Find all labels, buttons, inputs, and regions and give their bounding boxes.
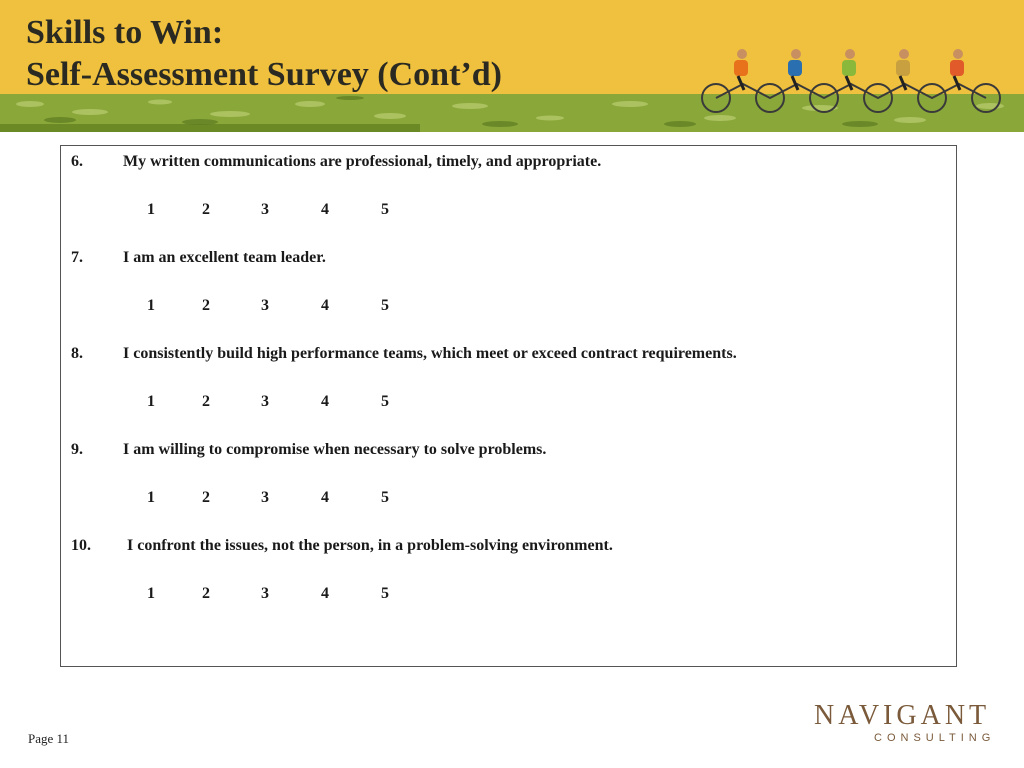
item-statement: I confront the issues, not the person, in a problem-solving environment. (127, 537, 613, 554)
page-title (26, 12, 502, 96)
rating-1: 1 (147, 585, 155, 602)
item-number: 7. (71, 249, 83, 266)
rating-2: 2 (202, 201, 210, 218)
rating-5: 5 (381, 297, 389, 314)
rating-5: 5 (381, 393, 389, 410)
rating-1: 1 (147, 489, 155, 506)
rating-5: 5 (381, 585, 389, 602)
rating-3: 3 (261, 489, 269, 506)
item-number: 6. (71, 153, 83, 170)
rating-1: 1 (147, 297, 155, 314)
rating-5: 5 (381, 201, 389, 218)
rating-3: 3 (261, 393, 269, 410)
survey-box (60, 145, 957, 667)
rating-4: 4 (321, 585, 329, 602)
rating-3: 3 (261, 297, 269, 314)
item-statement: My written communications are professional, timely, and appropriate. (123, 153, 602, 170)
page-number: Page 11 (28, 731, 70, 746)
rating-4: 4 (321, 201, 329, 218)
rating-2: 2 (202, 585, 210, 602)
rating-3: 3 (261, 585, 269, 602)
item-number: 10. (71, 537, 91, 554)
rating-2: 2 (202, 297, 210, 314)
navigant-logo (814, 700, 994, 746)
rating-1: 1 (147, 201, 155, 218)
rating-4: 4 (321, 489, 329, 506)
logo-subtitle: CONSULTING (874, 732, 996, 744)
logo-wordmark: NAVIGANT (814, 700, 991, 731)
item-statement: I am willing to compromise when necessary to solve problems. (123, 441, 547, 458)
rating-4: 4 (321, 297, 329, 314)
item-number: 9. (71, 441, 83, 458)
rating-5: 5 (381, 489, 389, 506)
item-statement: I consistently build high performance teams, which meet or exceed contract requirements. (123, 345, 737, 362)
tandem-cyclists-illustration (698, 46, 1004, 118)
rating-3: 3 (261, 201, 269, 218)
rating-2: 2 (202, 489, 210, 506)
title-line-1: Skills to Win: (26, 14, 224, 51)
rating-1: 1 (147, 393, 155, 410)
item-number: 8. (71, 345, 83, 362)
rating-4: 4 (321, 393, 329, 410)
title-line-2: Self-Assessment Survey (Cont’d) (26, 56, 502, 93)
rating-2: 2 (202, 393, 210, 410)
item-statement: I am an excellent team leader. (123, 249, 326, 266)
